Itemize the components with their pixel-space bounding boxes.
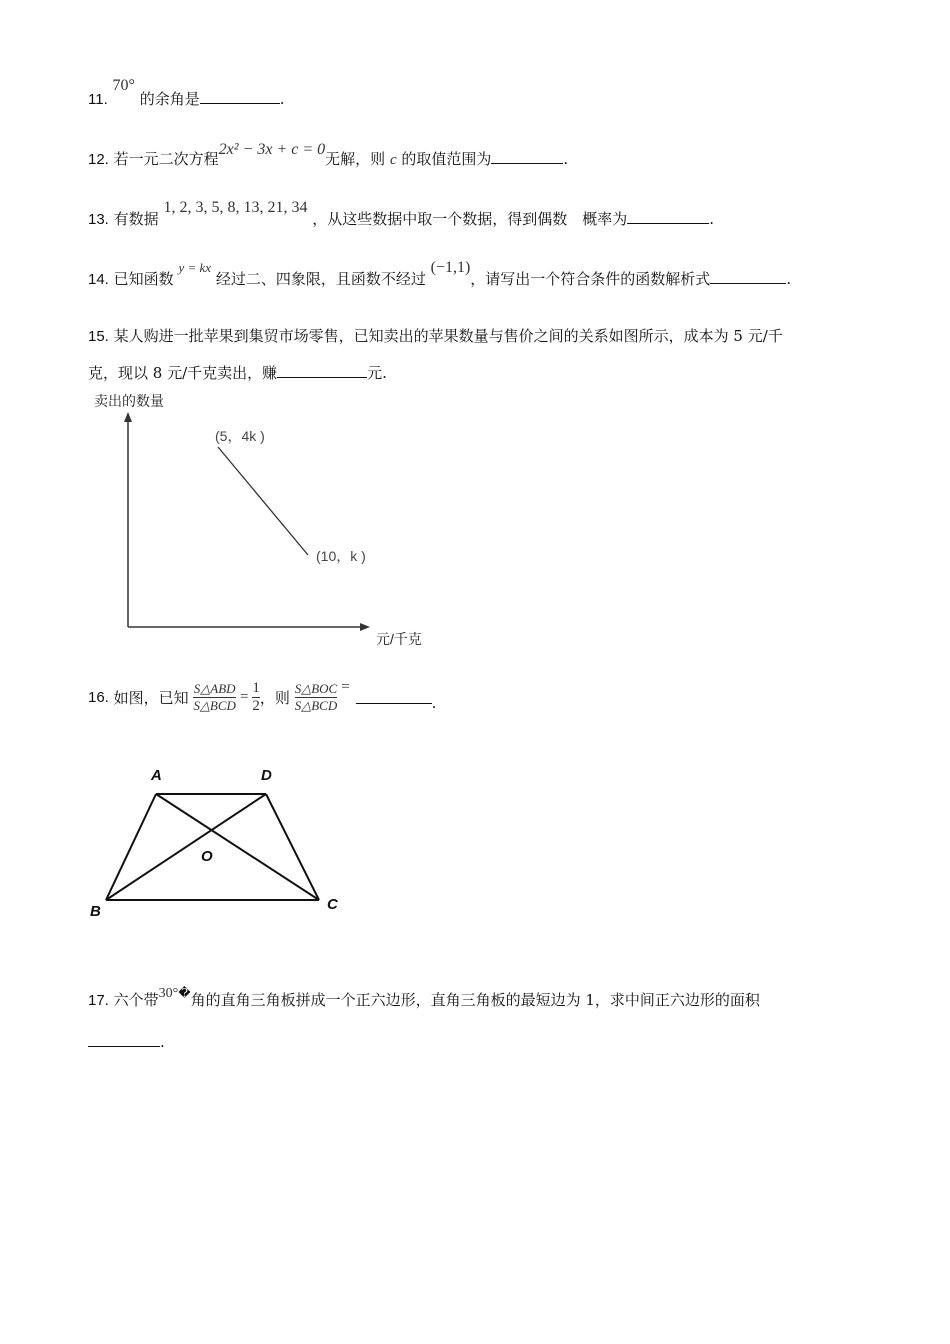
- question-text: 无解，则: [325, 150, 386, 168]
- answer-blank[interactable]: [200, 103, 280, 104]
- question-text: 的余角是: [139, 90, 200, 108]
- answer-blank[interactable]: [710, 283, 786, 284]
- math-expression: y = kx: [178, 260, 212, 275]
- fraction-denominator: S△BCD: [193, 697, 236, 713]
- question-15: [88, 318, 783, 391]
- answer-blank[interactable]: [277, 377, 367, 378]
- label-a: A: [151, 767, 162, 784]
- math-expression: 70°: [112, 77, 135, 94]
- fraction-half: [252, 680, 260, 715]
- period: .: [786, 270, 792, 288]
- question-number: 17.: [88, 992, 109, 1009]
- period: .: [563, 150, 569, 168]
- question-text: ，则: [259, 688, 290, 707]
- question-number: 14.: [88, 271, 109, 288]
- fraction-boc-bcd: [295, 681, 338, 714]
- question-11: [88, 77, 285, 109]
- point-label-start: (5，4k ): [215, 428, 265, 444]
- question-number: 13.: [88, 211, 109, 228]
- question-13: [88, 199, 715, 229]
- fraction-numerator: 1: [252, 679, 260, 696]
- question-number: 16.: [88, 688, 109, 706]
- y-axis-arrow: [124, 412, 132, 422]
- series-line: [218, 447, 308, 555]
- equals-sign: =: [341, 678, 350, 695]
- question-text: ，从这些数据中取一个数据，得到偶数 概率为: [312, 210, 628, 228]
- question-12: [88, 141, 569, 169]
- label-d: D: [261, 767, 272, 784]
- period: .: [709, 210, 715, 228]
- label-o: O: [201, 848, 213, 865]
- fraction-numerator: S△ABD: [193, 680, 236, 696]
- fraction-numerator: S△BOC: [294, 680, 338, 696]
- question-text: 元.: [367, 364, 387, 382]
- question-14: [88, 259, 792, 289]
- question-number: 15.: [88, 328, 109, 345]
- question-number: 12.: [88, 151, 109, 168]
- unknown-glyph: �: [178, 986, 191, 1000]
- question-text: 某人购进一批苹果到集贸市场零售，已知卖出的苹果数量与售价之间的关系如图所示，成本为 5 元/千: [113, 327, 783, 345]
- period: .: [279, 90, 285, 108]
- question-text: ，请写出一个符合条件的函数解析式: [470, 270, 711, 288]
- answer-blank[interactable]: [88, 1046, 160, 1047]
- point-expression: (−1,1): [430, 259, 471, 276]
- equals-sign: =: [239, 688, 249, 705]
- y-axis-label: 卖出的数量: [94, 393, 164, 409]
- question-number: 11.: [88, 91, 108, 108]
- question-text: 若一元二次方程: [113, 150, 219, 168]
- answer-blank[interactable]: [627, 223, 709, 224]
- fraction-denominator: S△BCD: [294, 697, 338, 713]
- question-text: 的取值范围为: [401, 150, 492, 168]
- question-text: 已知函数: [113, 270, 174, 288]
- math-expression: 30°: [158, 986, 179, 1001]
- question-text: 如图，已知: [113, 688, 189, 707]
- question-17: [88, 980, 760, 1062]
- fraction-denominator: 2: [252, 697, 260, 714]
- label-c: C: [327, 896, 338, 913]
- x-axis-arrow: [360, 623, 370, 631]
- question-text: 角的直角三角板拼成一个正六边形，直角三角板的最短边为 1，求中间正六边形的面积: [190, 991, 760, 1009]
- x-axis-label: 元/千克: [376, 631, 422, 647]
- point-label-end: (10，k ): [316, 548, 366, 564]
- answer-blank[interactable]: [356, 703, 432, 704]
- segment-dc: [266, 794, 319, 900]
- math-expression: 1, 2, 3, 5, 8, 13, 21, 34: [163, 199, 308, 216]
- question-text: 有数据: [113, 210, 159, 228]
- fraction-abd-bcd: [193, 681, 236, 714]
- sales-chart: [90, 390, 450, 650]
- question-text: 克，现以 8 元/千克卖出，赚: [88, 364, 278, 382]
- period: .: [160, 1033, 165, 1051]
- variable: c: [389, 152, 397, 168]
- question-text: 六个带: [113, 991, 159, 1009]
- trapezoid-figure: [85, 760, 355, 930]
- label-b: B: [90, 903, 101, 920]
- question-text: 经过二、四象限，且函数不经过: [215, 270, 426, 288]
- question-16: [88, 672, 436, 722]
- period: .: [431, 694, 437, 712]
- diagonal-ac: [156, 794, 319, 900]
- answer-blank[interactable]: [491, 163, 563, 164]
- math-expression: 2x² − 3x + c = 0: [218, 141, 326, 158]
